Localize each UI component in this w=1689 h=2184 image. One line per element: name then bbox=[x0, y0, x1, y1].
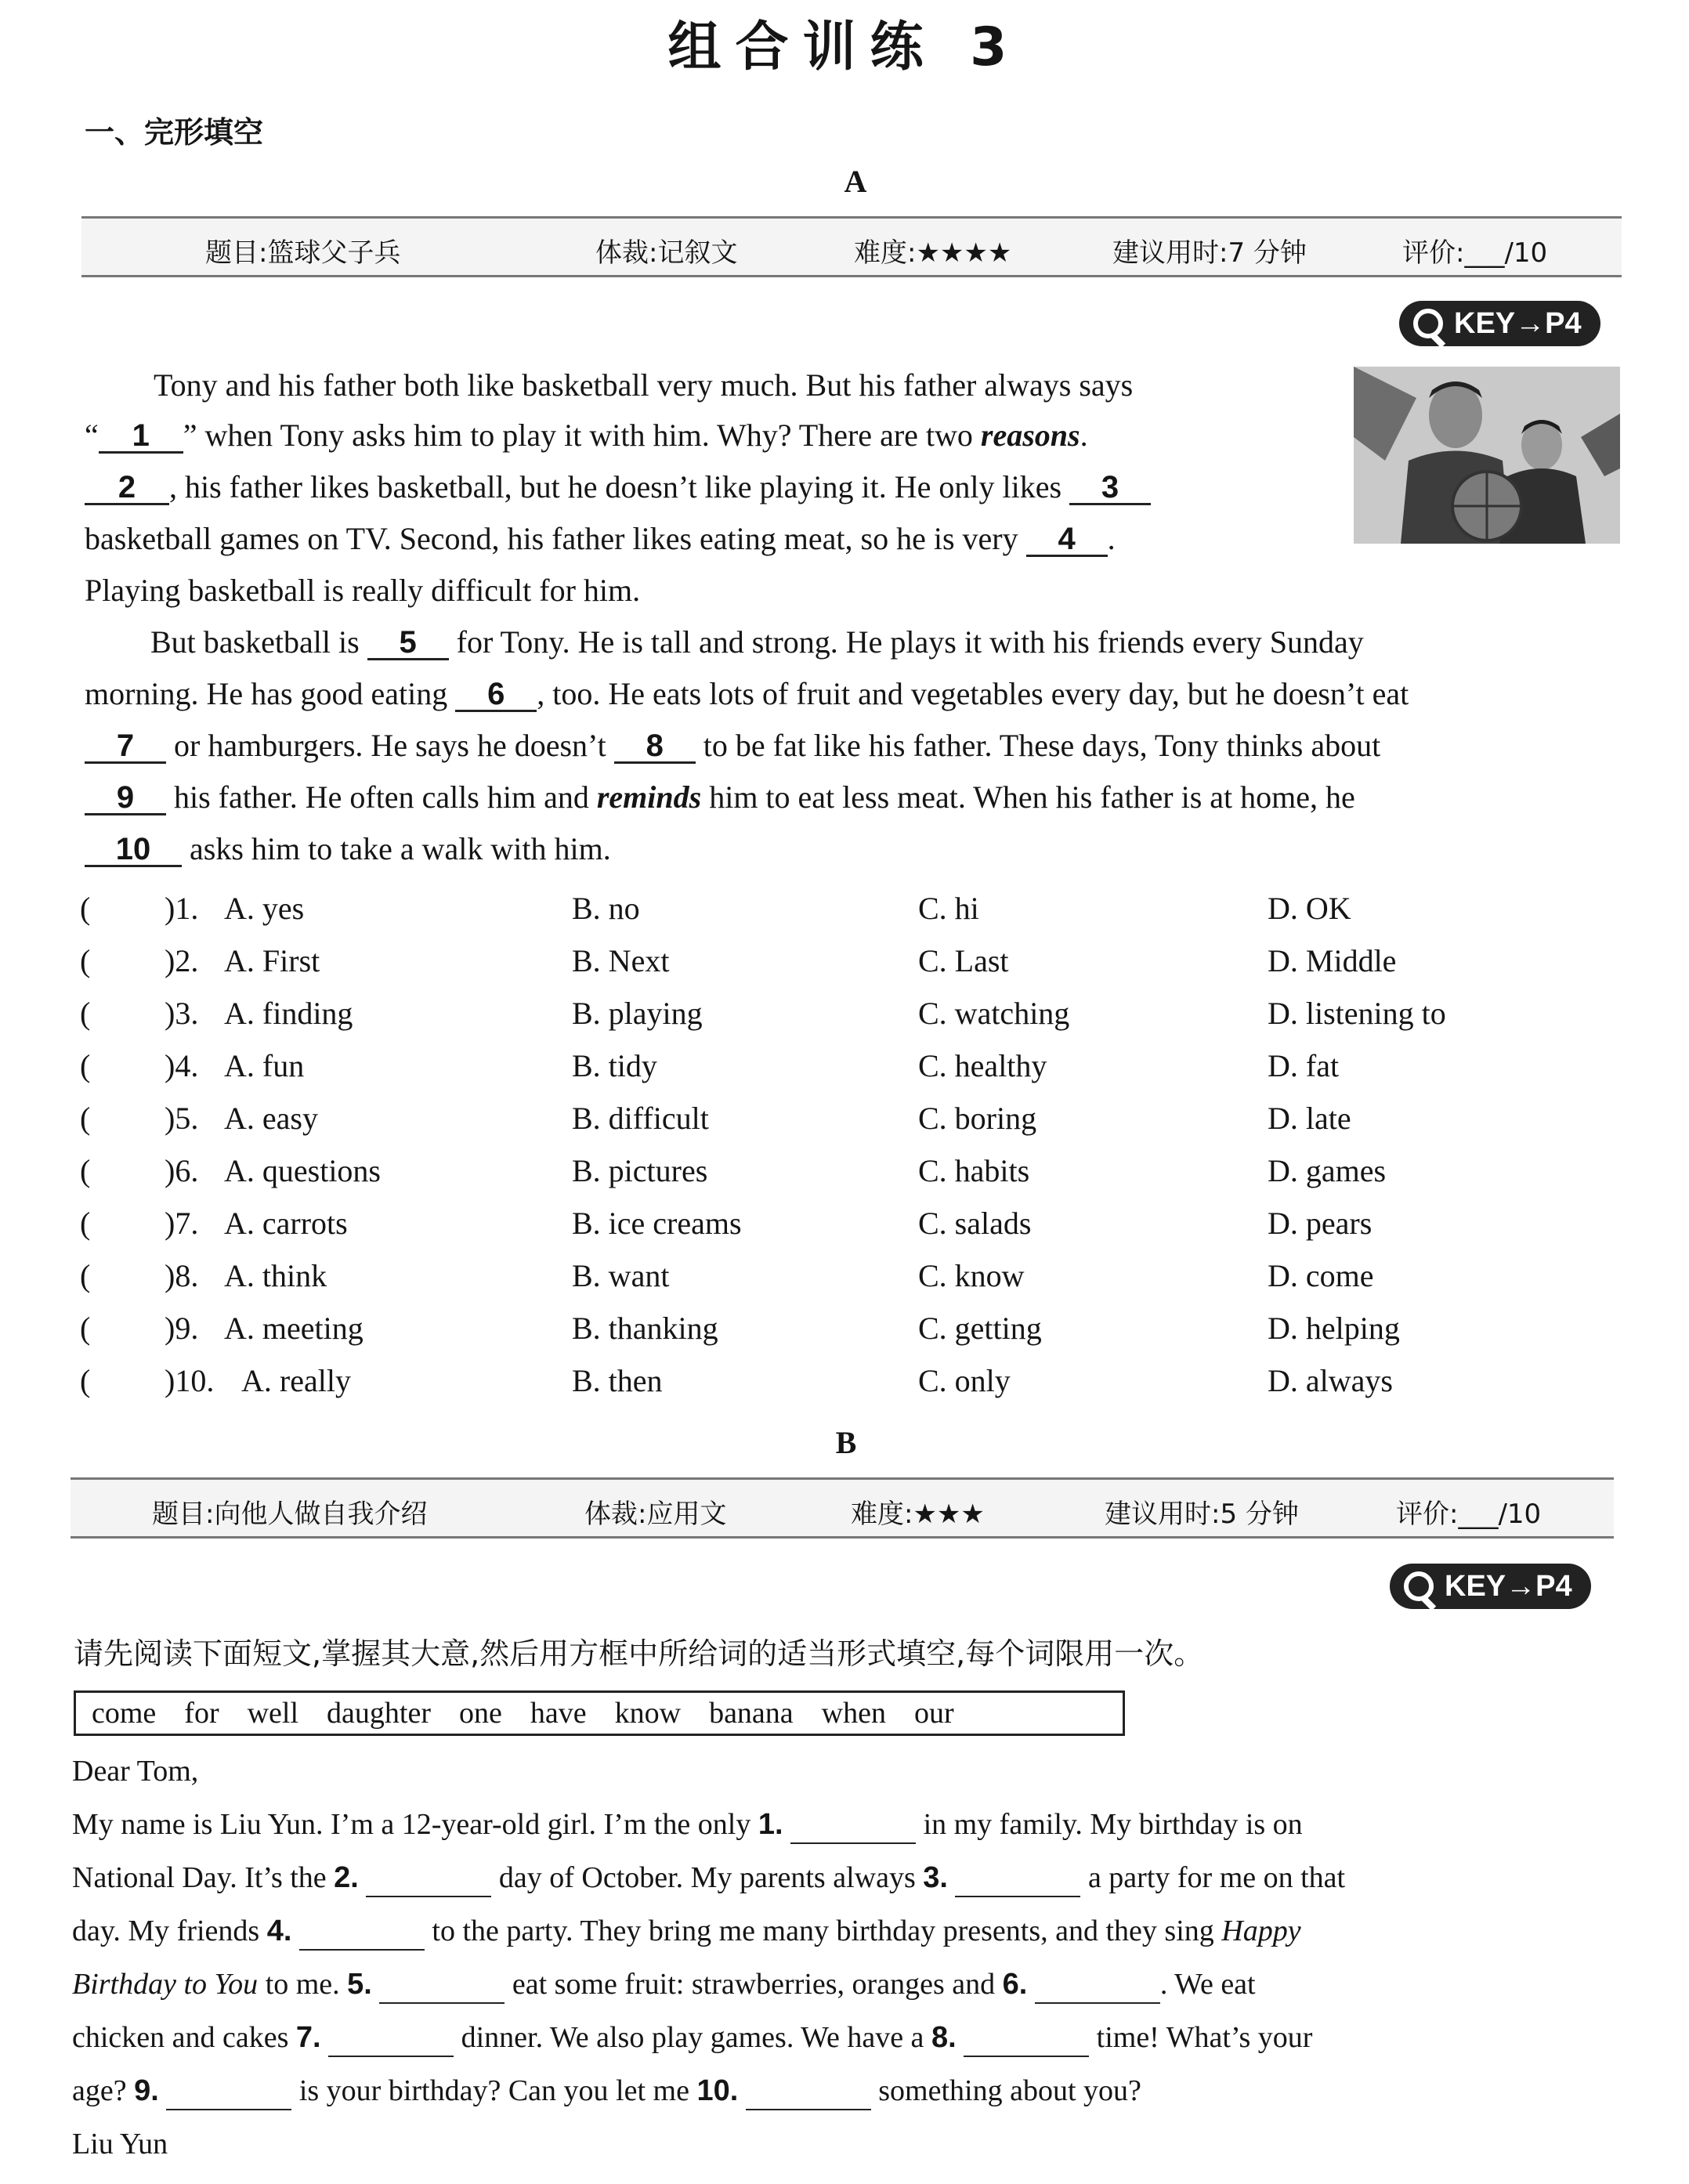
option-c[interactable]: C. watching bbox=[918, 996, 1070, 1031]
option-d[interactable]: D. late bbox=[1268, 1101, 1351, 1136]
option-b[interactable]: B. playing bbox=[572, 996, 703, 1031]
passage-line-3: 2 , his father likes basketball, but he doesn’t like playing it. He only likes 3 bbox=[85, 468, 1620, 506]
option-a[interactable]: A. easy bbox=[224, 1101, 318, 1136]
question-number: )10. bbox=[165, 1363, 215, 1398]
blank-2[interactable] bbox=[366, 1860, 491, 1897]
blank-8[interactable] bbox=[964, 2019, 1089, 2057]
blank-9[interactable]: 9 bbox=[85, 782, 166, 815]
blank-2[interactable]: 2 bbox=[85, 472, 169, 505]
word-box: come for well daughter one have know banana when our bbox=[74, 1690, 1125, 1736]
blank-4[interactable]: 4 bbox=[1026, 523, 1108, 557]
option-b[interactable]: B. ice creams bbox=[572, 1206, 742, 1241]
passage-line-4: basketball games on TV. Second, his father likes eating meat, so he is very 4 . bbox=[85, 521, 1116, 556]
letter-greeting: Dear Tom, bbox=[72, 1755, 199, 1788]
option-a[interactable]: A. finding bbox=[224, 996, 353, 1031]
option-b[interactable]: B. pictures bbox=[572, 1153, 708, 1188]
option-b[interactable]: B. tidy bbox=[572, 1048, 657, 1083]
letter-line-1: My name is Liu Yun. I’m a 12-year-old girl. I’m the only 1. in my family. My birthday is on bbox=[72, 1806, 1303, 1844]
magnifier-icon bbox=[1413, 309, 1443, 338]
question-row bbox=[0, 890, 1689, 938]
option-b[interactable]: B. thanking bbox=[572, 1311, 718, 1346]
question-row bbox=[0, 995, 1689, 1043]
option-b[interactable]: B. Next bbox=[572, 943, 670, 978]
option-d[interactable]: D. listening to bbox=[1268, 996, 1446, 1031]
answer-key-badge[interactable]: KEY→P4 bbox=[1399, 301, 1600, 346]
blank-5[interactable] bbox=[379, 1966, 505, 2004]
option-b[interactable]: B. difficult bbox=[572, 1101, 709, 1136]
magnifier-icon bbox=[1404, 1571, 1434, 1601]
blank-3[interactable] bbox=[955, 1860, 1080, 1897]
blank-6[interactable]: 6 bbox=[455, 678, 537, 712]
option-d[interactable]: D. always bbox=[1268, 1363, 1393, 1398]
blank-1[interactable]: 1 bbox=[99, 420, 183, 454]
blank-3[interactable]: 3 bbox=[1069, 472, 1151, 505]
suggested-time: 建议用时:5 分钟 bbox=[1105, 1499, 1299, 1530]
option-c[interactable]: C. hi bbox=[918, 891, 979, 926]
question-number: )4. bbox=[165, 1048, 199, 1083]
question-row bbox=[0, 1310, 1689, 1358]
answer-bracket[interactable]: ( bbox=[80, 996, 91, 1031]
passage-line-8: 7 or hamburgers. He says he doesn’t 8 to be fat like his father. These days, Tony thinks about bbox=[85, 727, 1620, 765]
passage-line-2: “ 1 ” when Tony asks him to play it with him. Why? There are two reasons. bbox=[85, 418, 1088, 453]
answer-bracket[interactable]: ( bbox=[80, 891, 91, 926]
blank-9[interactable] bbox=[166, 2073, 291, 2110]
passage-line-5: Playing basketball is really difficult for him. bbox=[85, 573, 641, 608]
topic: 题目:向他人做自我介绍 bbox=[152, 1499, 428, 1530]
option-c[interactable]: C. only bbox=[918, 1363, 1011, 1398]
page-title: 组合训练 3 bbox=[667, 16, 1022, 78]
option-b[interactable]: B. want bbox=[572, 1258, 670, 1293]
question-row bbox=[0, 1100, 1689, 1148]
question-number: )7. bbox=[165, 1206, 199, 1241]
answer-bracket[interactable]: ( bbox=[80, 1363, 91, 1398]
blank-6[interactable] bbox=[1035, 1966, 1160, 2004]
question-row bbox=[0, 1047, 1689, 1096]
blank-7[interactable]: 7 bbox=[85, 730, 166, 764]
question-number: )5. bbox=[165, 1101, 199, 1136]
letter-line-6: age? 9. is your birthday? Can you let me 10. something about you? bbox=[72, 2073, 1141, 2110]
letter-line-2: National Day. It’s the 2. day of October. My parents always 3. a party for me on that bbox=[72, 1860, 1345, 1897]
part-b-label: B bbox=[835, 1425, 857, 1460]
question-row bbox=[0, 942, 1689, 991]
blank-7[interactable] bbox=[328, 2019, 454, 2057]
question-row bbox=[0, 1257, 1689, 1306]
instruction: 请先阅读下面短文,掌握其大意,然后用方框中所给词的适当形式填空,每个词限用一次。 bbox=[74, 1636, 1204, 1671]
blank-4[interactable] bbox=[299, 1913, 425, 1951]
difficulty: 难度:★★★ bbox=[851, 1499, 985, 1530]
passage-line-7: morning. He has good eating 6 , too. He eats lots of fruit and vegetables every day, but he doesn’t eat bbox=[85, 676, 1409, 711]
blank-1[interactable] bbox=[790, 1806, 916, 1844]
genre: 体裁:应用文 bbox=[584, 1499, 727, 1530]
topic: 题目:篮球父子兵 bbox=[205, 237, 401, 269]
blank-5[interactable]: 5 bbox=[367, 627, 449, 660]
option-d[interactable]: D. come bbox=[1268, 1258, 1374, 1293]
blank-10[interactable]: 10 bbox=[85, 833, 182, 867]
option-d[interactable]: D. OK bbox=[1268, 891, 1351, 926]
letter-line-5: chicken and cakes 7. dinner. We also play games. We have a 8. time! What’s your bbox=[72, 2019, 1312, 2057]
question-number: )8. bbox=[165, 1258, 199, 1293]
option-b[interactable]: B. no bbox=[572, 891, 640, 926]
option-c[interactable]: C. salads bbox=[918, 1206, 1032, 1241]
option-d[interactable]: D. Middle bbox=[1268, 943, 1397, 978]
option-a[interactable]: A. yes bbox=[224, 891, 305, 926]
option-c[interactable]: C. habits bbox=[918, 1153, 1030, 1188]
passage-line-1: Tony and his father both like basketball very much. But his father always says bbox=[154, 367, 1134, 403]
option-d[interactable]: D. pears bbox=[1268, 1206, 1373, 1241]
option-a[interactable]: A. questions bbox=[224, 1153, 381, 1188]
genre: 体裁:记叙文 bbox=[595, 237, 738, 269]
option-c[interactable]: C. boring bbox=[918, 1101, 1037, 1136]
answer-bracket[interactable]: ( bbox=[80, 943, 91, 978]
question-number: )9. bbox=[165, 1311, 199, 1346]
question-number: )2. bbox=[165, 943, 199, 978]
option-c[interactable]: C. know bbox=[918, 1258, 1025, 1293]
option-c[interactable]: C. healthy bbox=[918, 1048, 1047, 1083]
letter-signature: Liu Yun bbox=[72, 2128, 168, 2160]
blank-10[interactable] bbox=[746, 2073, 871, 2110]
suggested-time: 建议用时:7 分钟 bbox=[1112, 237, 1307, 269]
option-a[interactable]: A. really bbox=[241, 1363, 351, 1398]
option-a[interactable]: A. think bbox=[224, 1258, 327, 1293]
option-a[interactable]: A. First bbox=[224, 943, 320, 978]
part-b-info-bar bbox=[71, 1477, 1614, 1539]
answer-bracket[interactable]: ( bbox=[80, 1206, 91, 1241]
answer-bracket[interactable]: ( bbox=[80, 1101, 91, 1136]
option-c[interactable]: C. getting bbox=[918, 1311, 1042, 1346]
score: 评价:___/10 bbox=[1402, 237, 1548, 269]
passage-line-10: 10 asks him to take a walk with him. bbox=[85, 830, 1620, 868]
option-a[interactable]: A. carrots bbox=[224, 1206, 348, 1241]
passage-line-6: But basketball is 5 for Tony. He is tall and strong. He plays it with his friends every Sunday bbox=[150, 624, 1364, 660]
answer-bracket[interactable]: ( bbox=[80, 1258, 91, 1293]
answer-key-badge[interactable]: KEY→P4 bbox=[1390, 1564, 1591, 1609]
question-number: )3. bbox=[165, 996, 199, 1031]
option-a[interactable]: A. fun bbox=[224, 1048, 305, 1083]
question-row bbox=[0, 1205, 1689, 1253]
section-heading: 一、完形填空 bbox=[85, 115, 264, 150]
question-number: )1. bbox=[165, 891, 199, 926]
blank-8[interactable]: 8 bbox=[614, 730, 696, 764]
score: 评价:___/10 bbox=[1396, 1499, 1542, 1530]
question-number: )6. bbox=[165, 1153, 199, 1188]
passage-line-9: 9 his father. He often calls him and reminds him to eat less meat. When his father is at home, he bbox=[85, 779, 1620, 816]
option-b[interactable]: B. then bbox=[572, 1363, 663, 1398]
difficulty: 难度:★★★★ bbox=[854, 237, 1012, 269]
part-a-label: A bbox=[844, 164, 867, 199]
part-a-info-bar bbox=[81, 216, 1622, 277]
question-row bbox=[0, 1362, 1689, 1411]
option-d[interactable]: D. games bbox=[1268, 1153, 1387, 1188]
letter-line-3: day. My friends 4. to the party. They bring me many birthday presents, and they sing Happy bbox=[72, 1913, 1301, 1951]
letter-line-4: Birthday to You to me. 5. eat some fruit: strawberries, oranges and 6. . We eat bbox=[72, 1966, 1256, 2004]
option-d[interactable]: D. helping bbox=[1268, 1311, 1400, 1346]
answer-bracket[interactable]: ( bbox=[80, 1153, 91, 1188]
answer-bracket[interactable]: ( bbox=[80, 1311, 91, 1346]
answer-bracket[interactable]: ( bbox=[80, 1048, 91, 1083]
question-row bbox=[0, 1152, 1689, 1201]
option-c[interactable]: C. Last bbox=[918, 943, 1009, 978]
option-a[interactable]: A. meeting bbox=[224, 1311, 363, 1346]
option-d[interactable]: D. fat bbox=[1268, 1048, 1340, 1083]
